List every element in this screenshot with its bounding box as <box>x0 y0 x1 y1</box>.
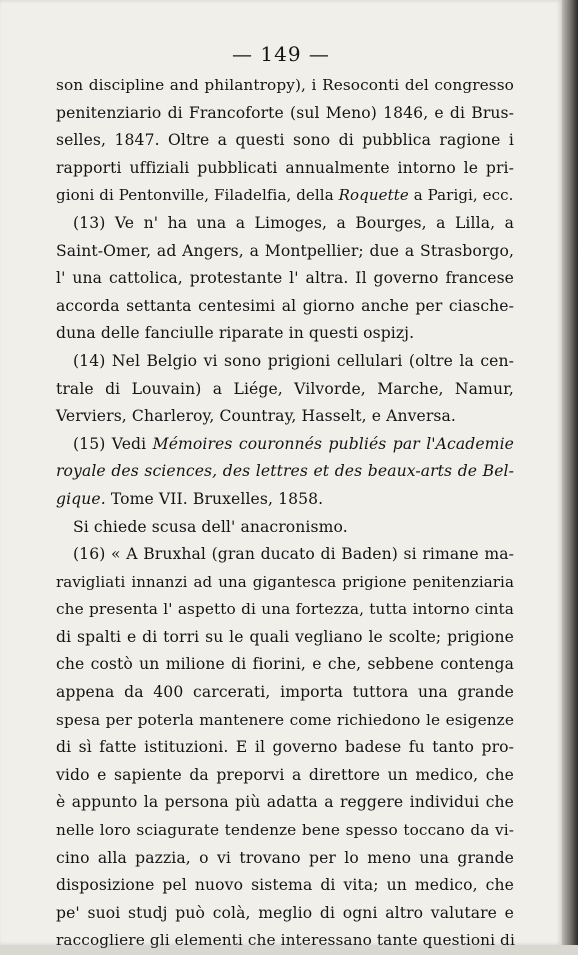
text-segment: (16) « A Bruxhal (gran ducato di Baden) si rimane ma- <box>73 545 514 564</box>
page-number: — 149 — <box>232 42 330 66</box>
text-segment: Verviers, Charleroy, Countray, Hasselt, e Anversa. <box>56 407 456 426</box>
text-segment: (15) Vedi <box>73 434 153 453</box>
text-segment: Si chiede scusa dell' anacronismo. <box>73 517 348 536</box>
text-line <box>56 651 514 679</box>
text-segment: Tome VII. Bruxelles, 1858. <box>105 489 324 508</box>
italic-text-segment: gique. <box>56 489 106 508</box>
text-line <box>56 100 514 128</box>
text-line <box>56 293 514 321</box>
text-segment: trale di Louvain) a Liége, Vilvorde, Marche, Namur, <box>56 379 514 398</box>
text-line <box>56 72 514 100</box>
text-line <box>56 127 514 155</box>
text-segment: gioni di Pentonville, Filadelfia, della <box>56 186 339 205</box>
text-segment: vido e sapiente da preporvi a direttore un medico, che <box>56 765 514 784</box>
book-spine-edge <box>562 0 578 945</box>
italic-text-segment: Roquette <box>338 186 409 205</box>
text-line <box>56 238 514 266</box>
text-segment: ravigliati innanzi ad una gigantesca prigione penitenziaria <box>56 572 514 591</box>
footnotes-text-block <box>56 72 514 955</box>
text-line <box>56 348 514 376</box>
text-segment: (14) Nel Belgio vi sono prigioni cellulari (oltre la cen- <box>73 351 514 370</box>
text-segment: penitenziario di Francoforte (sul Meno) 1846, e di Brus- <box>56 103 514 122</box>
text-segment: pe' suoi studj può colà, meglio di ogni altro valutare e <box>56 903 514 922</box>
text-segment: duna delle fanciulle riparate in questi ospizj. <box>56 324 415 343</box>
text-segment: nelle loro sciagurate tendenze bene spesso toccano da vi- <box>56 821 514 840</box>
italic-text-segment: royale des sciences, des lettres et des beaux-arts de Bel- <box>56 462 514 481</box>
text-line <box>56 265 514 293</box>
text-segment: che costò un milione di fiorini, e che, sebbene contenga <box>56 655 514 674</box>
text-segment: accorda settanta centesimi al giorno anche per ciasche- <box>56 296 514 315</box>
text-line <box>56 817 514 845</box>
text-line <box>56 403 514 431</box>
text-line <box>56 431 514 459</box>
text-segment: appena da 400 carcerati, importa tuttora una grande <box>56 683 514 702</box>
text-line <box>56 514 514 542</box>
text-line <box>56 872 514 900</box>
text-line <box>56 734 514 762</box>
text-line <box>56 486 514 514</box>
text-line <box>56 182 514 210</box>
text-line <box>56 541 514 569</box>
text-segment: di sì fatte istituzioni. E il governo badese fu tanto pro- <box>56 738 514 757</box>
text-segment: l' una cattolica, protestante l' altra. Il governo francese <box>56 269 514 288</box>
text-line <box>56 900 514 928</box>
text-line <box>56 927 514 955</box>
text-segment: che presenta l' aspetto di una fortezza, tutta intorno cinta <box>56 600 514 619</box>
text-segment: rapporti uffiziali pubblicati annualmente intorno le pri- <box>56 158 514 177</box>
text-line <box>56 320 514 348</box>
text-line <box>56 845 514 873</box>
text-line <box>56 762 514 790</box>
text-line <box>56 679 514 707</box>
text-line <box>56 458 514 486</box>
text-segment: cino alla pazzia, o vi trovano per lo meno una grande <box>56 848 514 867</box>
text-segment: di spalti e di torri su le quali vegliano le scolte; prigione <box>56 627 514 646</box>
text-segment: Saint-Omer, ad Angers, a Montpellier; due a Strasborgo, <box>56 241 514 260</box>
text-segment: a Parigi, ecc. <box>408 186 514 205</box>
text-line <box>56 624 514 652</box>
text-line <box>56 789 514 817</box>
text-line <box>56 210 514 238</box>
text-segment: è appunto la persona più adatta a reggere individui che <box>56 793 514 812</box>
italic-text-segment: Mémoires couronnés publiés par l'Academie <box>152 434 514 453</box>
text-segment: son discipline and philantropy), i Resoconti del congresso <box>56 76 514 94</box>
text-line <box>56 569 514 597</box>
text-line <box>56 707 514 735</box>
text-line <box>56 376 514 404</box>
text-line <box>56 596 514 624</box>
text-segment: selles, 1847. Oltre a questi sono di pubblica ragione i <box>56 131 514 150</box>
text-segment: raccogliere gli elementi che interessano tante questioni di <box>56 931 515 950</box>
text-segment: spesa per poterla mantenere come richiedono le esigenze <box>56 710 514 729</box>
text-segment: disposizione pel nuovo sistema di vita; un medico, che <box>56 876 514 895</box>
text-line <box>56 155 514 183</box>
text-segment: (13) Ve n' ha una a Limoges, a Bourges, a Lilla, a <box>73 213 514 232</box>
